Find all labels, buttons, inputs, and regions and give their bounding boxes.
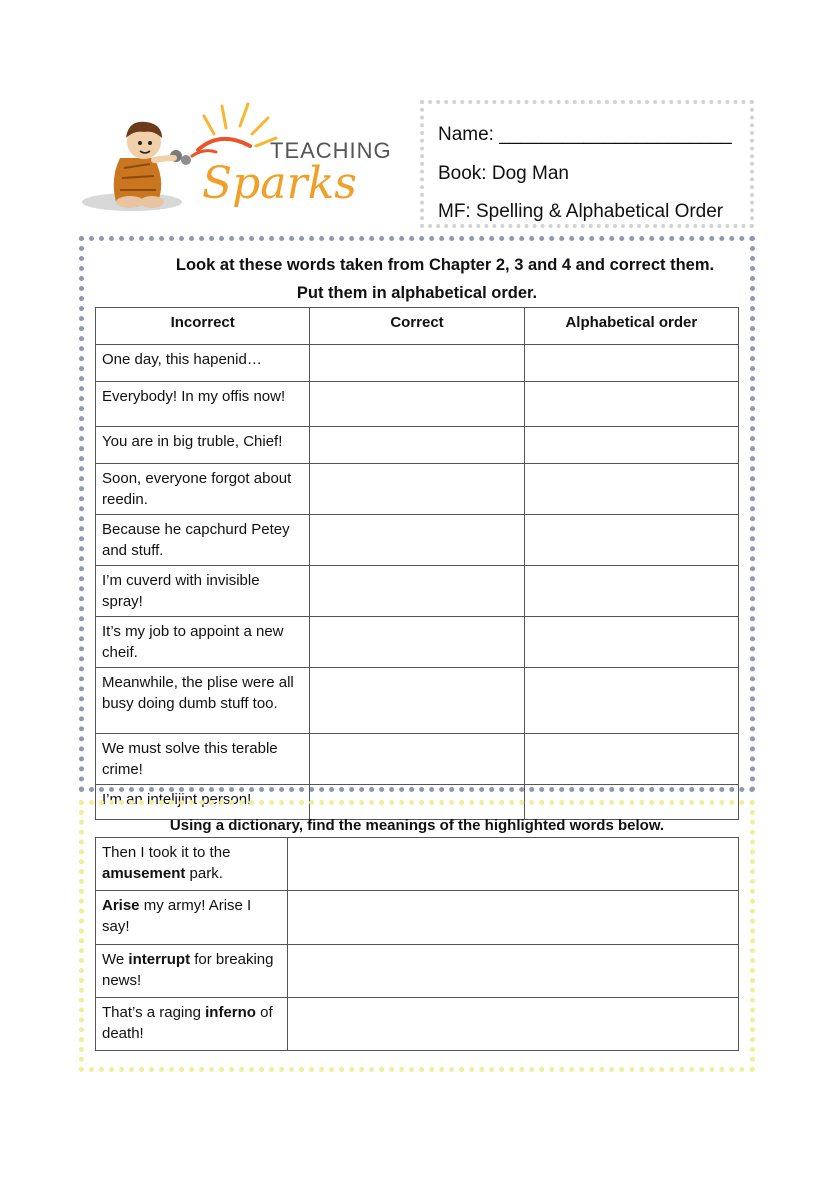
sentence-cell <box>96 945 288 998</box>
meaning-answer-cell[interactable] <box>288 838 739 891</box>
dictionary-instruction: Using a dictionary, find the meanings of the highlighted words below. <box>169 817 665 834</box>
incorrect-sentence: I’m cuverd with invisible spray! <box>96 566 310 617</box>
table-row <box>96 515 739 566</box>
incorrect-sentence: One day, this hapenid… <box>96 345 310 382</box>
sentence-text: for breaking news! <box>102 951 274 989</box>
correct-answer-cell[interactable] <box>310 734 524 785</box>
header-correct: Correct <box>310 308 524 345</box>
table-row <box>96 945 739 998</box>
correct-answer-cell[interactable] <box>310 617 524 668</box>
table-row <box>96 838 739 891</box>
alphabetical-answer-cell[interactable] <box>524 734 738 785</box>
book-title: Book: Dog Man <box>438 162 569 184</box>
sentence-cell <box>96 891 288 945</box>
student-info-box <box>420 100 754 228</box>
table-row <box>96 998 739 1051</box>
highlighted-word: inferno <box>205 1004 256 1021</box>
alphabetical-answer-cell[interactable] <box>524 515 738 566</box>
alphabetical-answer-cell[interactable] <box>524 617 738 668</box>
alphabetical-instruction: Put them in alphabetical order. <box>296 284 538 302</box>
sentence-text: We <box>102 951 129 968</box>
highlighted-word: Arise <box>102 897 140 914</box>
incorrect-sentence: Meanwhile, the plise were all busy doing dumb stuff too. <box>96 668 310 734</box>
logo-graphic <box>80 98 390 216</box>
alphabetical-answer-cell[interactable] <box>524 427 738 464</box>
highlighted-word: interrupt <box>128 951 191 968</box>
header-alphabetical-order: Alphabetical order <box>524 308 738 345</box>
table-row <box>96 891 739 945</box>
table-row <box>96 566 739 617</box>
alphabetical-answer-cell[interactable] <box>524 382 738 427</box>
teaching-sparks-logo <box>80 98 390 216</box>
correct-answer-cell[interactable] <box>310 566 524 617</box>
sentence-text: my army! Arise I say! <box>102 897 252 935</box>
dictionary-table <box>95 837 739 1051</box>
table-row <box>96 617 739 668</box>
correct-answer-cell[interactable] <box>310 668 524 734</box>
alphabetical-answer-cell[interactable] <box>524 345 738 382</box>
table-row <box>96 464 739 515</box>
name-field[interactable]: Name: ______________________ <box>438 124 732 145</box>
spelling-instruction: Look at these words taken from Chapter 2, 3 and 4 and correct them. <box>175 256 715 274</box>
correct-answer-cell[interactable] <box>310 464 524 515</box>
header-incorrect: Incorrect <box>96 308 310 345</box>
meaning-answer-cell[interactable] <box>288 945 739 998</box>
logo-word-teaching: TEACHING <box>270 138 390 163</box>
alphabetical-answer-cell[interactable] <box>524 668 738 734</box>
incorrect-sentence: Everybody! In my offis now! <box>96 382 310 427</box>
spelling-table <box>95 307 739 820</box>
highlighted-word: amusement <box>102 865 186 882</box>
incorrect-sentence: I’m an intelijint person! <box>96 785 310 820</box>
correct-answer-cell[interactable] <box>310 515 524 566</box>
correct-answer-cell[interactable] <box>310 382 524 427</box>
logo-word-sparks: Sparks <box>202 158 357 209</box>
alphabetical-answer-cell[interactable] <box>524 566 738 617</box>
incorrect-sentence: Because he capchurd Petey and stuff. <box>96 515 310 566</box>
incorrect-sentence: We must solve this terable crime! <box>96 734 310 785</box>
correct-answer-cell[interactable] <box>310 427 524 464</box>
spelling-section <box>79 236 755 808</box>
table-row <box>96 382 739 427</box>
mf-label: MF: Spelling & Alphabetical Order <box>438 201 724 222</box>
sentence-text: park. <box>185 865 223 882</box>
meaning-answer-cell[interactable] <box>288 891 739 945</box>
sentence-text: of death! <box>102 1004 273 1042</box>
table-row <box>96 427 739 464</box>
sentence-cell <box>96 998 288 1051</box>
alphabetical-answer-cell[interactable] <box>524 464 738 515</box>
sentence-text: That’s a raging <box>102 1004 206 1021</box>
dictionary-section <box>79 800 755 1072</box>
meaning-answer-cell[interactable] <box>288 998 739 1051</box>
table-row <box>96 345 739 382</box>
sentence-cell <box>96 838 288 891</box>
spelling-table-header <box>96 308 739 345</box>
incorrect-sentence: You are in big truble, Chief! <box>96 427 310 464</box>
table-row <box>96 668 739 734</box>
sentence-text: Then I took it to the <box>102 844 231 861</box>
correct-answer-cell[interactable] <box>310 345 524 382</box>
incorrect-sentence: Soon, everyone forgot about reedin. <box>96 464 310 515</box>
table-row <box>96 734 739 785</box>
incorrect-sentence: It’s my job to appoint a new cheif. <box>96 617 310 668</box>
